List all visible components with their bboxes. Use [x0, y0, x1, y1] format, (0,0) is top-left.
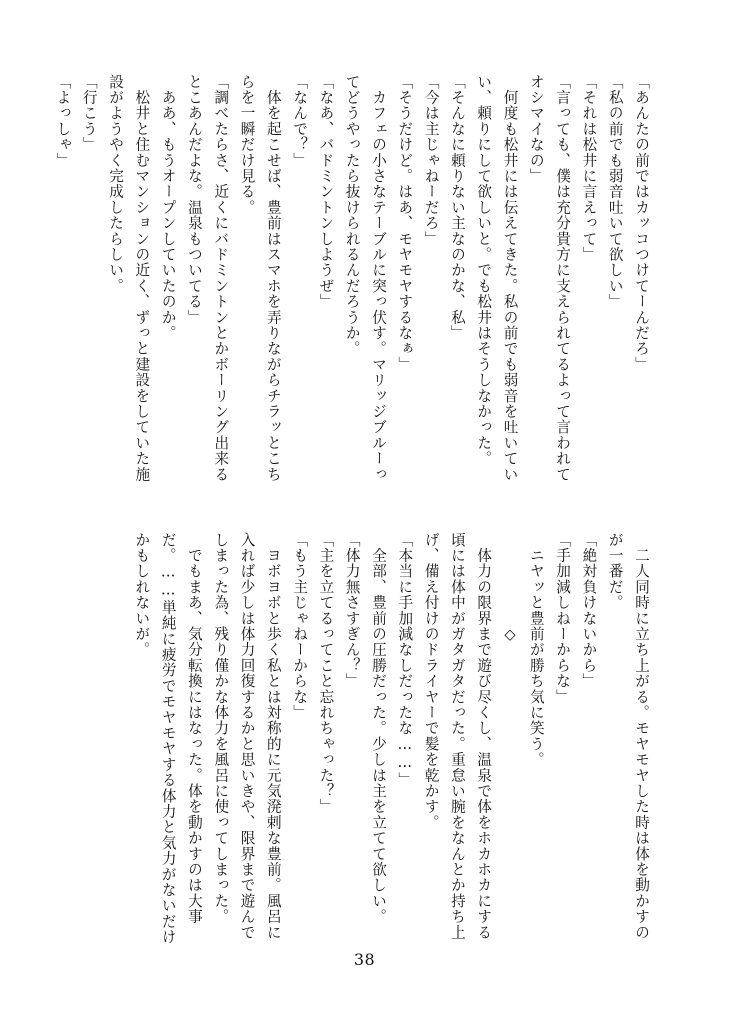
text-line: 体を起こせば、豊前はスマホを弄りながらチラッとこち — [264, 74, 282, 483]
text-line: 「言っても、僕は充分貴方に支えられてるよって言われて — [554, 74, 572, 483]
bottom-text-block — [128, 532, 654, 962]
text-line: カフェの小さなテーブルに突っ伏す。マリッジブルーっ — [370, 74, 388, 483]
top-text-block — [49, 74, 654, 504]
text-line: らを一瞬だけ見る。 — [238, 74, 256, 216]
text-line: 「手加減しねーからな」 — [554, 532, 572, 705]
text-line: 体力の限界まで遊び尽くし、温泉で体をホカホカにする — [475, 532, 493, 941]
text-line: 「なんで？」 — [291, 74, 309, 169]
text-line: てどうやったら抜けられるんだろうか。 — [343, 74, 361, 357]
text-line: とこあんだよな。温泉もついてる」 — [185, 74, 203, 326]
text-line: い、頼りにして欲しいと。でも松井はそうしなかった。 — [475, 74, 493, 467]
text-line: 「本当に手加減なしだったな……」 — [396, 532, 414, 788]
text-line: 「それは松井に言えって」 — [580, 74, 598, 263]
text-line: 「あんたの前ではカッコつけてーんだろ」 — [633, 74, 650, 373]
text-line: ああ、もうオープンしていたのか。 — [159, 74, 177, 341]
text-line: だ。……単純に疲労でモヤモヤする体力と気力がないだけ — [159, 532, 177, 945]
text-line: 「そうだけど。はあ、モヤモヤするなぁ」 — [396, 74, 414, 373]
text-line: 頃には体中がガタガタだった。重怠い腕をなんとか持ち上 — [448, 532, 466, 941]
text-line: げ、備え付けのドライヤーで髪を乾かす。 — [422, 532, 440, 831]
text-line: 「調べたらさ、近くにバドミントンとかボーリング出来る — [212, 74, 230, 483]
text-line: でもまあ、気分転換にはなった。体を動かすのは大事 — [185, 532, 203, 925]
text-line: 設がようやく完成したらしい。 — [107, 74, 125, 294]
text-line: 「なあ、バドミントンしようぜ」 — [317, 74, 335, 310]
text-line: オシマイなの」 — [527, 74, 545, 184]
text-line: 何度も松井には伝えてきた。私の前でも弱音を吐いてい — [501, 74, 519, 483]
text-line: かもしれないが。 — [133, 532, 151, 658]
text-line: ニヤッと豊前が勝ち気に笑う。 — [527, 532, 545, 768]
text-line: 「そんなに頼りない主なのかな、私」 — [448, 74, 466, 341]
text-line: 二人同時に立ち上がる。モヤモヤした時は体を動かすの — [633, 532, 650, 941]
text-line: 「私の前でも弱音吐いて欲しい」 — [606, 74, 624, 310]
text-line: 「主を立てるってこと忘れちゃった？」 — [317, 532, 335, 815]
section-divider: ◇ — [501, 532, 519, 645]
text-line: 「絶対負けないから」 — [580, 532, 598, 689]
text-line: ヨボヨボと歩く私とは対称的に元気溌剌な豊前。風呂に — [264, 532, 282, 941]
text-line: が一番だ。 — [606, 532, 624, 611]
text-line: 全部、豊前の圧勝だった。少しは主を立てて欲しい。 — [370, 532, 388, 925]
text-line: 松井と住むマンションの近く、ずっと建設をしていた施 — [133, 74, 151, 483]
text-line: 「体力無さすぎん？」 — [343, 532, 361, 689]
text-line: しまった為、残り僅かな体力を風呂に使ってしまった。 — [212, 532, 230, 925]
text-line: 「今は主じゃねーだろ」 — [422, 74, 440, 247]
page-number: 38 — [353, 950, 376, 969]
text-line: 「よっしゃ」 — [54, 74, 72, 169]
text-line: 「行こう」 — [80, 74, 98, 153]
text-line: 「もう主じゃねーからな」 — [291, 532, 309, 721]
text-line: 入れば少しは体力回復するかと思いきや、限界まで遊んで — [238, 532, 256, 941]
